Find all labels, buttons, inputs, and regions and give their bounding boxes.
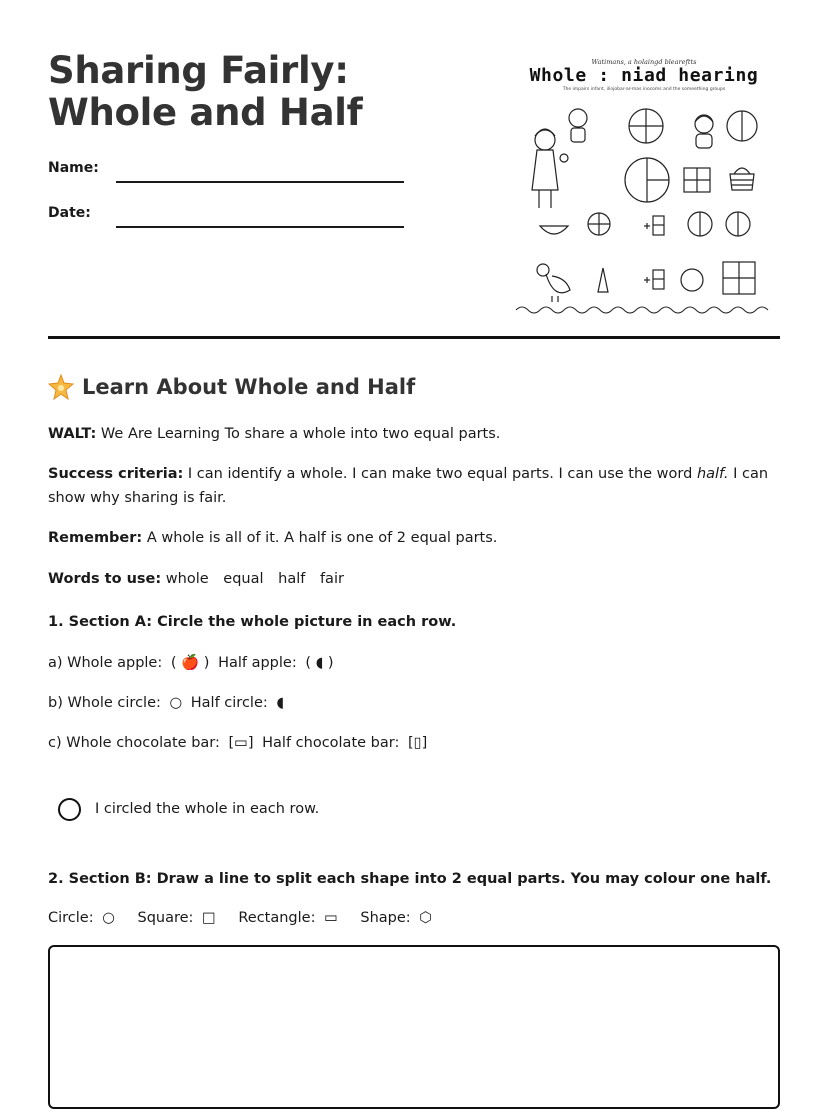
words-label: Words to use: [48, 571, 162, 587]
walt-line [48, 422, 788, 446]
remember-label: Remember: [48, 530, 143, 546]
shape-circle-label: Circle: [48, 910, 94, 926]
completion-checkbox-label: I circled the whole in each row. [95, 801, 320, 817]
whole-apple-icon[interactable]: ( 🍎 ) [170, 655, 210, 671]
illustration-supertitle: Watimans, a holaingd bleareftts [591, 58, 697, 66]
circle-shape-icon: ○ [102, 910, 115, 926]
walt-text: We Are Learning To share a whole into two equal parts. [100, 426, 501, 442]
square-shape-icon: □ [202, 910, 216, 926]
shape-other-label: Shape: [360, 910, 411, 926]
half-apple-icon[interactable]: ( ◖ ) [305, 655, 334, 671]
boy-figure-icon [569, 109, 587, 142]
row-a-half-label: Half apple: [218, 655, 297, 671]
success-label: Success criteria: [48, 466, 184, 482]
section-a-heading: 1. Section A: Circle the whole picture in each row. [48, 614, 457, 630]
half-circle-icon[interactable]: ◖ [276, 695, 284, 711]
word-whole: whole [165, 571, 209, 587]
row-b-half-label: Half circle: [190, 695, 268, 711]
date-label: Date: [48, 205, 91, 221]
walt-label: WALT: [48, 426, 97, 442]
name-label: Name: [48, 160, 99, 176]
section-a-row-c [48, 731, 788, 755]
row-b-whole-label: b) Whole circle: [48, 695, 161, 711]
word-equal: equal [223, 571, 264, 587]
hexagon-shape-icon: ⬡ [419, 910, 432, 926]
learn-heading-text: Learn About Whole and Half [82, 375, 416, 399]
section-b-heading: 2. Section B: Draw a line to split each shape into 2 equal parts. You may colour one half. [48, 871, 772, 887]
shape-square-label: Square: [137, 910, 194, 926]
remember-line [48, 526, 788, 550]
success-criteria [48, 462, 788, 510]
words-line [48, 567, 788, 591]
illustration-drawing [508, 52, 780, 322]
word-half: half [278, 571, 306, 587]
header-divider [48, 336, 780, 339]
page-title: Sharing Fairly: Whole and Half [48, 49, 363, 134]
whole-chocolate-icon[interactable]: [▭] [228, 735, 254, 751]
girl-figure-icon [532, 129, 568, 208]
illustration-title: Whole : niad hearing [529, 65, 759, 86]
rectangle-shape-icon: ▭ [324, 910, 338, 926]
drawing-answer-box[interactable] [48, 945, 780, 1109]
bird-icon [537, 264, 570, 302]
success-text-1: I can identify a whole. I can make two equal parts. I can use the word [187, 466, 693, 482]
name-field[interactable] [116, 181, 404, 183]
success-text-2: I can show why sharing is fair. [48, 466, 769, 506]
row-a-whole-label: a) Whole apple: [48, 655, 163, 671]
worksheet-illustration [508, 52, 780, 322]
word-fair: fair [319, 571, 344, 587]
completion-checkbox[interactable] [58, 798, 81, 821]
section-b-shapes [48, 906, 788, 930]
half-chocolate-icon[interactable]: [▯] [407, 735, 428, 751]
row-c-half-label: Half chocolate bar: [262, 735, 400, 751]
section-a-row-b [48, 691, 788, 715]
date-field[interactable] [116, 226, 404, 228]
shape-rectangle-label: Rectangle: [238, 910, 316, 926]
learn-heading [48, 374, 415, 400]
row-c-whole-label: c) Whole chocolate bar: [48, 735, 220, 751]
section-a-row-a [48, 651, 788, 675]
illustration-subtitle: The impairs infant, ilinjobar-ar-mas inocoms and the someething groups [562, 87, 726, 92]
whole-circle-icon[interactable]: ○ [169, 695, 183, 711]
success-word: half. [696, 466, 729, 482]
star-icon [48, 374, 74, 400]
girl-right-icon [695, 115, 713, 148]
remember-text: A whole is all of it. A half is one of 2 equal parts. [146, 530, 498, 546]
